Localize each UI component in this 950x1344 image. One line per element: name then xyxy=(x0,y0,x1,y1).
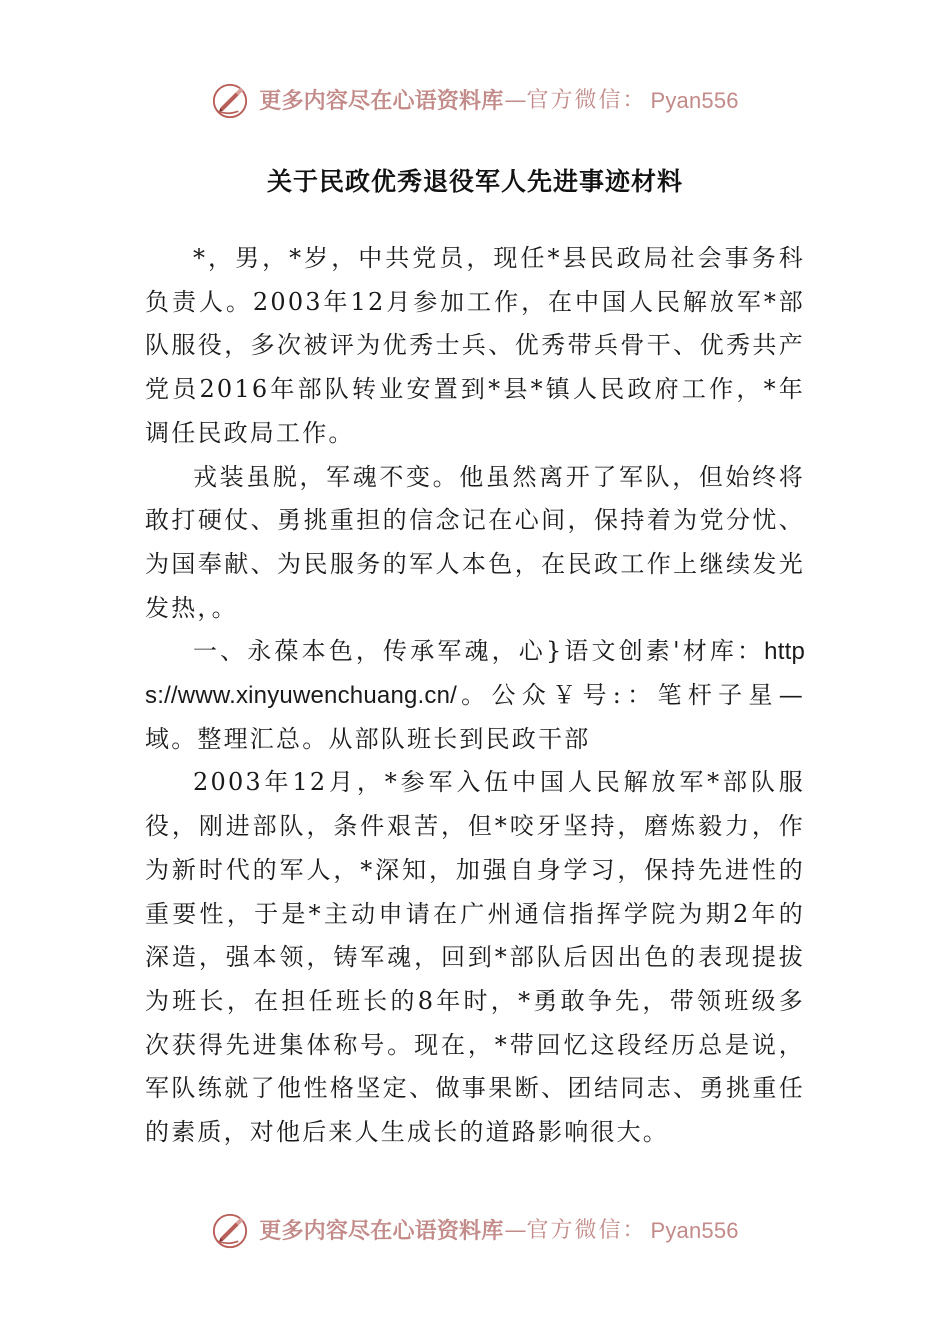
watermark-wechat-label: 官方微信： xyxy=(526,1218,647,1243)
watermark-wechat-handle: Pyan556 xyxy=(650,1218,739,1243)
document-title: 关于民政优秀退役军人先进事迹材料 xyxy=(266,167,683,196)
paragraph-3: 2003年12月，*参军入伍中国人民解放军*部队服役，刚进部队，条件艰苦，但*咬牙坚持，磨炼毅力，作为新时代的军人，*深知，加强自身学习，保持先进性的重要性，于是*主动申请在广州通信指挥学院为期2年的深造，强本领，铸军魂，回到*部队后因出色的表现提拔为班长，在担任班长的8年时，*勇敢争先，带领班级多次获得先进集体称号。现在，*带回忆这段经历总是说，军队练就了他性格坚定、做事果断、团结同志、勇挑重任的素质，对他后来人生成长的道路影响很大。 xyxy=(145,768,805,1147)
watermark-text xyxy=(259,1220,738,1242)
watermark-main-text: 更多内容尽在心语资料库 xyxy=(259,88,504,114)
paragraph-1: *，男，*岁，中共党员，现任*县民政局社会事务科负责人。2003年12月参加工作，在中国人民解放军*部队服役，多次被评为优秀士兵、优秀带兵骨干、优秀共产党员2016年部队转业安置到*县*镇人民政府工作，*年调任民政局工作。 xyxy=(145,244,805,447)
document-body xyxy=(145,237,805,1155)
watermark-text xyxy=(259,90,738,112)
watermark-separator: — xyxy=(504,1218,526,1243)
section-heading-suffix: 。公众￥号:：笔杆子星—域。整理汇总。从部队班长到民政干部 xyxy=(145,681,805,753)
watermark-separator: — xyxy=(504,88,526,113)
top-watermark-banner xyxy=(0,82,950,120)
section-heading-prefix: 一、永葆本色，传承军魂，心}语文创素'材库： xyxy=(193,637,765,666)
paragraph-2: 戎装虽脱，军魂不变。他虽然离开了军队，但始终将敢打硬仗、勇挑重担的信念记在心间，保持着为党分忧、为国奉献、为民服务的军人本色，在民政工作上继续发光发热，。 xyxy=(145,462,805,622)
watermark-wechat-label: 官方微信： xyxy=(526,88,647,113)
pen-logo-icon xyxy=(211,82,249,120)
section-heading xyxy=(145,630,805,761)
watermark-main-text: 更多内容尽在心语资料库 xyxy=(259,1218,504,1244)
bottom-watermark-banner xyxy=(0,1212,950,1250)
watermark-wechat-handle: Pyan556 xyxy=(650,88,739,113)
source-url: https://www.xinyuwenchuang.cn/ xyxy=(145,638,805,710)
pen-logo-icon xyxy=(211,1212,249,1250)
